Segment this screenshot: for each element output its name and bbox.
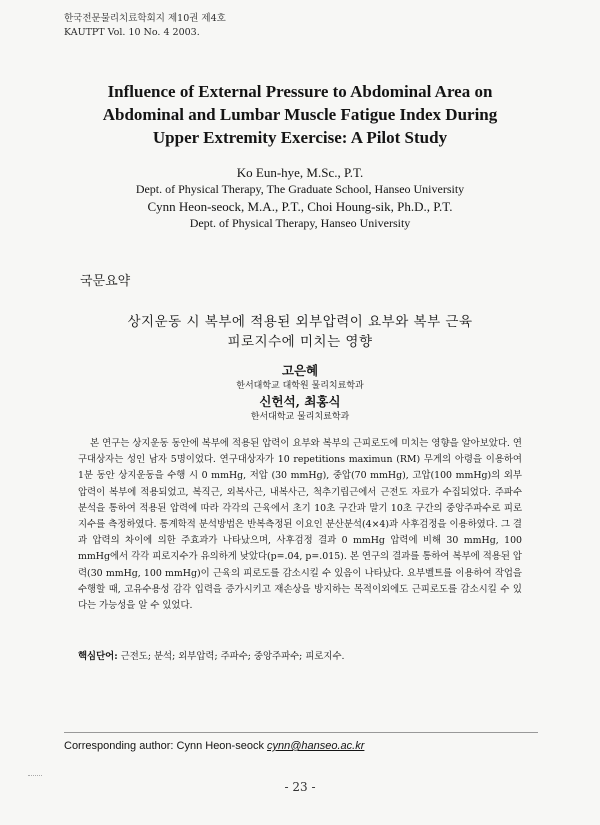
scan-mark [28, 775, 42, 776]
korean-title-line: 상지운동 시 복부에 적용된 외부압력이 요부와 복부 근육 [127, 314, 473, 330]
korean-abstract-heading: 국문요약 [80, 274, 131, 289]
corresponding-author [64, 740, 364, 752]
korean-author-affiliation: 한서대학교 물리치료학과 [250, 412, 350, 422]
korean-author-affiliation: 한서대학교 대학원 물리치료학과 [236, 381, 364, 391]
author-affiliation: Dept. of Physical Therapy, Hanseo University [189, 216, 411, 230]
title-line: Upper Extremity Exercise: A Pilot Study [152, 128, 448, 147]
journal-volume: KAUTPT Vol. 10 No. 4 2003. [64, 27, 200, 38]
keywords-text: 근전도; 분석; 외부압력; 주파수; 중앙주파수; 피로지수. [120, 651, 345, 662]
korean-author-block [60, 362, 540, 424]
title-line: Influence of External Pressure to Abdominal Area on [107, 82, 493, 101]
author-name: Ko Eun-hye, M.Sc., P.T. [236, 165, 364, 180]
author-block [40, 164, 560, 232]
page-number: - 23 - [284, 780, 316, 794]
korean-author-name: 고은혜 [281, 363, 319, 378]
footnote-divider [64, 732, 538, 733]
abstract-body: 본 연구는 상지운동 동안에 복부에 적용된 압력이 요부와 복부의 근피로도에 미치는 영향을 알아보았다. 연구대상자는 성인 남자 5명이었다. 연구대상자가 10 repetitions maximun (RM) 무게의 아령을 이용하여 1분 동안 상지운동을 수행 시 0 mmHg, 저압 (30 mmHg), 중압(70 mmHg), 고압(100 mmHg)의 외부 압력이 복부에 적용되었고, 복직근, 외복사근, 내복사근, 척추기립근에서 근전도 자료가 수집되었다. 주파수 분석을 통하여 적용된 압력에 따라 각각의 근육에서 초기 10초 구간과 말기 10초 구간의 중앙주파수로 피로지수를 측정하였다. 통계학적 분석방법은 반복측정된 이요인 분산분석(4×4)과 사후검정을 이용하였다. 그 결과 압력의 차이에 의한 주효과가 나타났으며, 사후검정 결과 0 mmHg 압력에 비해 30 mmHg, 100 mmHg에서 각각 피로지수가 유의하게 낮았다(p=.04, p=.015). 본 연구의 결과를 통하여 복부에 적용된 압력(30 mmHg, 100 mmHg)이 근육의 피로도를 감소시킬 수 있음이 나타났다. 요부벨트를 이용하여 작업을 수행할 때, 고유수용성 감각 입력을 증가시키고 재손상을 방지하는 목적이외에도 근피로도를 감소시킬 수 있다는 가능성을 알 수 있었다. [78, 438, 522, 612]
corresponding-author-label: Corresponding author: Cynn Heon-seock [64, 740, 264, 752]
journal-name: 한국전문물리치료학회지 제10권 제4호 [64, 13, 226, 24]
title-line: Abdominal and Lumbar Muscle Fatigue Index During [102, 105, 498, 124]
keywords-label: 핵심단어: [78, 651, 118, 662]
author-name: Cynn Heon-seock, M.A., P.T., Choi Houng-sik, Ph.D., P.T. [147, 199, 453, 214]
korean-title [60, 312, 540, 352]
korean-author-name: 신헌석, 최홍식 [259, 394, 341, 409]
paper-title [40, 80, 560, 149]
author-affiliation: Dept. of Physical Therapy, The Graduate School, Hanseo University [135, 182, 465, 196]
keywords [78, 648, 345, 662]
corresponding-author-email[interactable]: cynn@hanseo.ac.kr [267, 740, 365, 752]
journal-header [64, 12, 226, 40]
korean-title-line: 피로지수에 미치는 영향 [227, 334, 373, 350]
